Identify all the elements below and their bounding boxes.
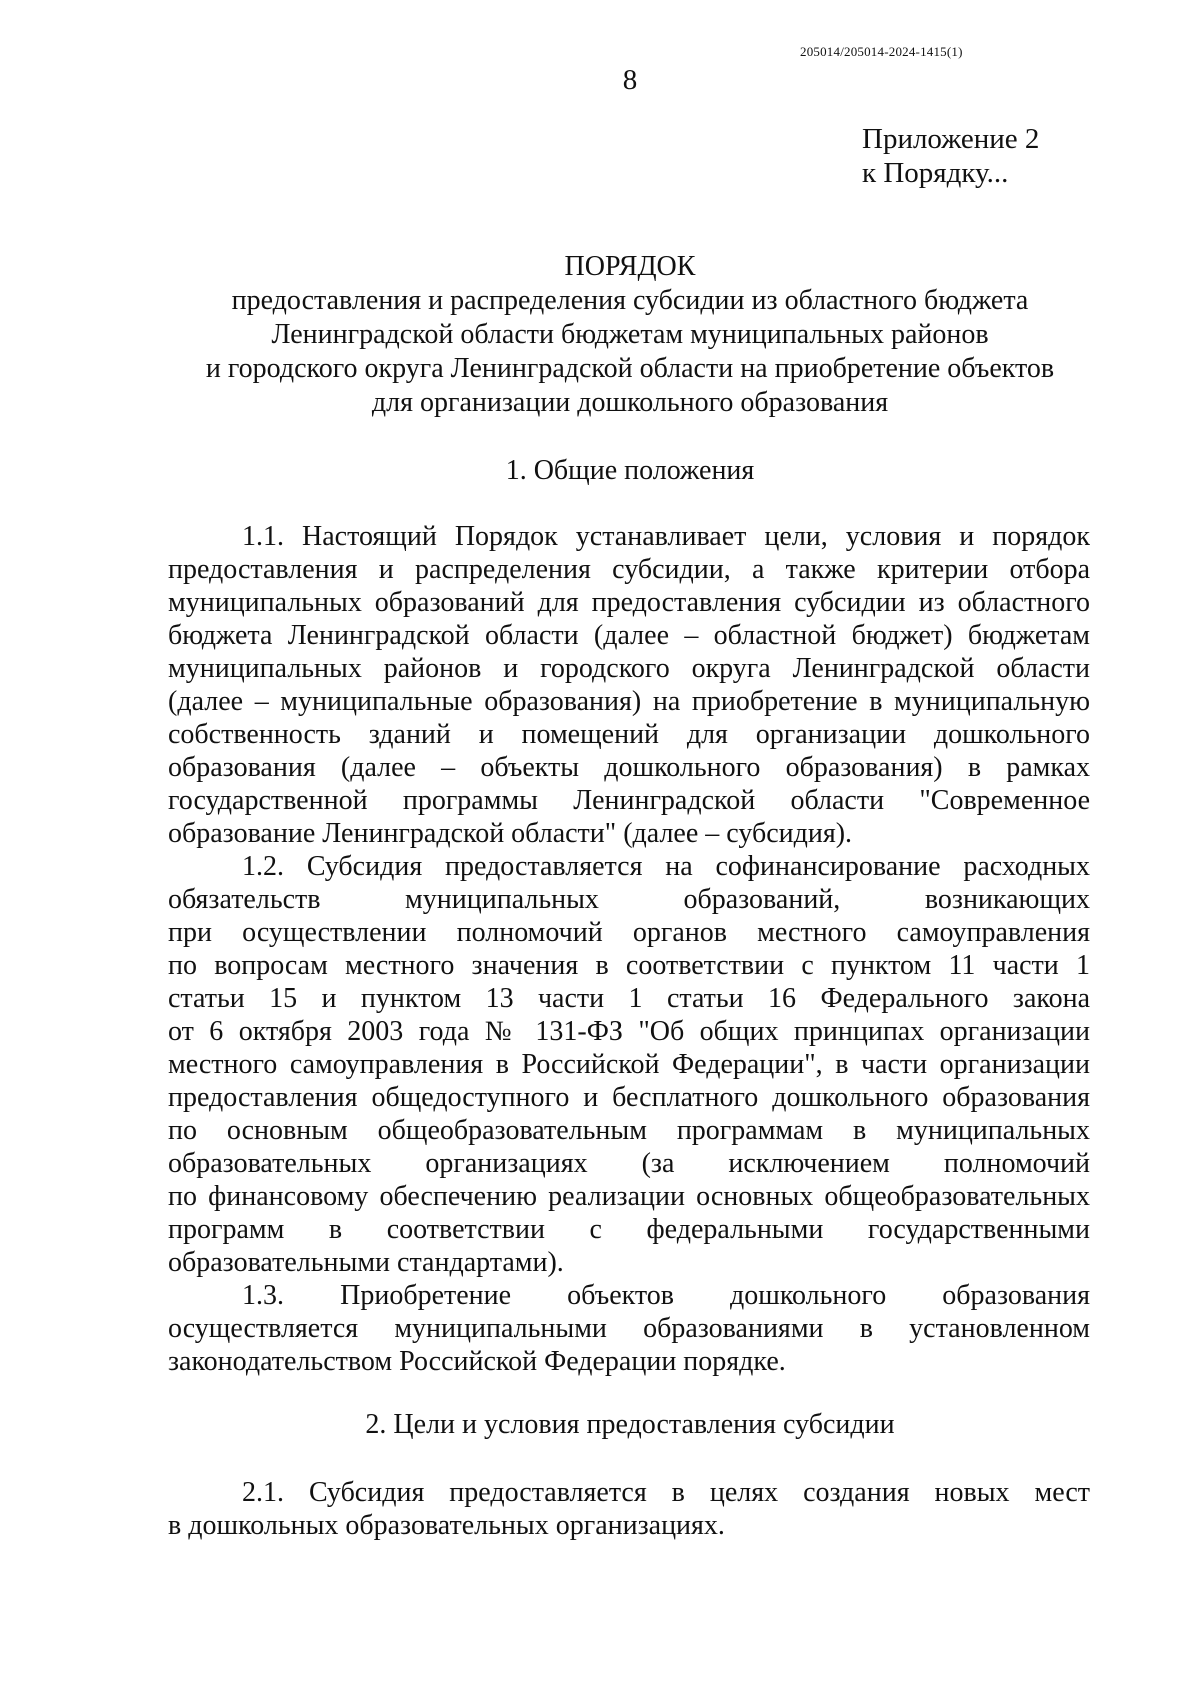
section-2-heading: 2. Цели и условия предоставления субсидии [365,1409,895,1440]
paragraph-line: образования (далее – объекты дошкольного образования) в рамках [168,752,1090,783]
section-1-body [168,520,1090,1378]
document-number: 205014/205014-2024-1415(1) [800,44,963,59]
paragraph-line: осуществляется муниципальными образованиями в установленном [168,1313,1090,1344]
paragraph-line: бюджета Ленинградской области (далее – областной бюджет) бюджетам [168,620,1090,651]
paragraph-line: по вопросам местного значения в соответствии с пунктом 11 части 1 [168,950,1090,981]
section-1-heading: 1. Общие положения [505,455,755,486]
paragraph-line: государственной программы Ленинградской области "Современное [168,785,1090,816]
title-line: предоставления и распределения субсидии из областного бюджета [231,285,1029,316]
appendix-note [862,122,1039,190]
paragraph-line: статьи 15 и пунктом 13 части 1 статьи 16 Федерального закона [168,983,1090,1014]
appendix-line: к Порядку... [862,157,1009,189]
paragraph-line: 1.1. Настоящий Порядок устанавливает цели, условия и порядок [242,521,1090,552]
title-line: Ленинградской области бюджетам муниципальных районов [271,319,989,350]
paragraph-line: предоставления и распределения субсидии, а также критерии отбора [168,554,1090,585]
title-line: и городского округа Ленинградской области на приобретение объектов [205,353,1055,384]
paragraph-line: 1.2. Субсидия предоставляется на софинансирование расходных [242,851,1090,882]
title-heading: ПОРЯДОК [564,251,696,282]
paragraph-line: муниципальных образований для предоставления субсидии из областного [168,587,1090,618]
paragraph-line: 2.1. Субсидия предоставляется в целях создания новых мест [242,1477,1090,1508]
paragraph-line: местного самоуправления в Российской Федерации", в части организации [168,1049,1090,1080]
appendix-line: Приложение 2 [862,123,1040,155]
document-title [130,250,1130,420]
page-number: 8 [622,64,638,96]
paragraph-line: программ в соответствии с федеральными государственными [168,1214,1090,1245]
paragraph-line: от 6 октября 2003 года № 131-ФЗ "Об общих принципах организации [168,1016,1090,1047]
title-line: для организации дошкольного образования [371,387,889,418]
paragraph-line: 1.3. Приобретение объектов дошкольного образования [242,1280,1090,1311]
paragraph-line: муниципальных районов и городского округа Ленинградской области [168,653,1090,684]
paragraph-line: образование Ленинградской области" (далее – субсидия). [168,818,853,849]
paragraph-line: при осуществлении полномочий органов местного самоуправления [168,917,1090,948]
section-2-body [168,1476,1090,1542]
paragraph-line: по финансовому обеспечению реализации основных общеобразовательных [168,1181,1090,1212]
paragraph-line: образовательных организациях (за исключением полномочий [168,1148,1090,1179]
paragraph-line: собственность зданий и помещений для организации дошкольного [168,719,1090,750]
paragraph-line: образовательными стандартами). [168,1247,564,1278]
paragraph-line: в дошкольных образовательных организациях. [168,1510,725,1541]
paragraph-line: по основным общеобразовательным программам в муниципальных [168,1115,1090,1146]
paragraph-line: предоставления общедоступного и бесплатного дошкольного образования [168,1082,1090,1113]
paragraph-line: законодательством Российской Федерации порядке. [168,1346,786,1377]
paragraph-line: обязательств муниципальных образований, возникающих [168,884,1090,915]
paragraph-line: (далее – муниципальные образования) на приобретение в муниципальную [168,686,1090,717]
